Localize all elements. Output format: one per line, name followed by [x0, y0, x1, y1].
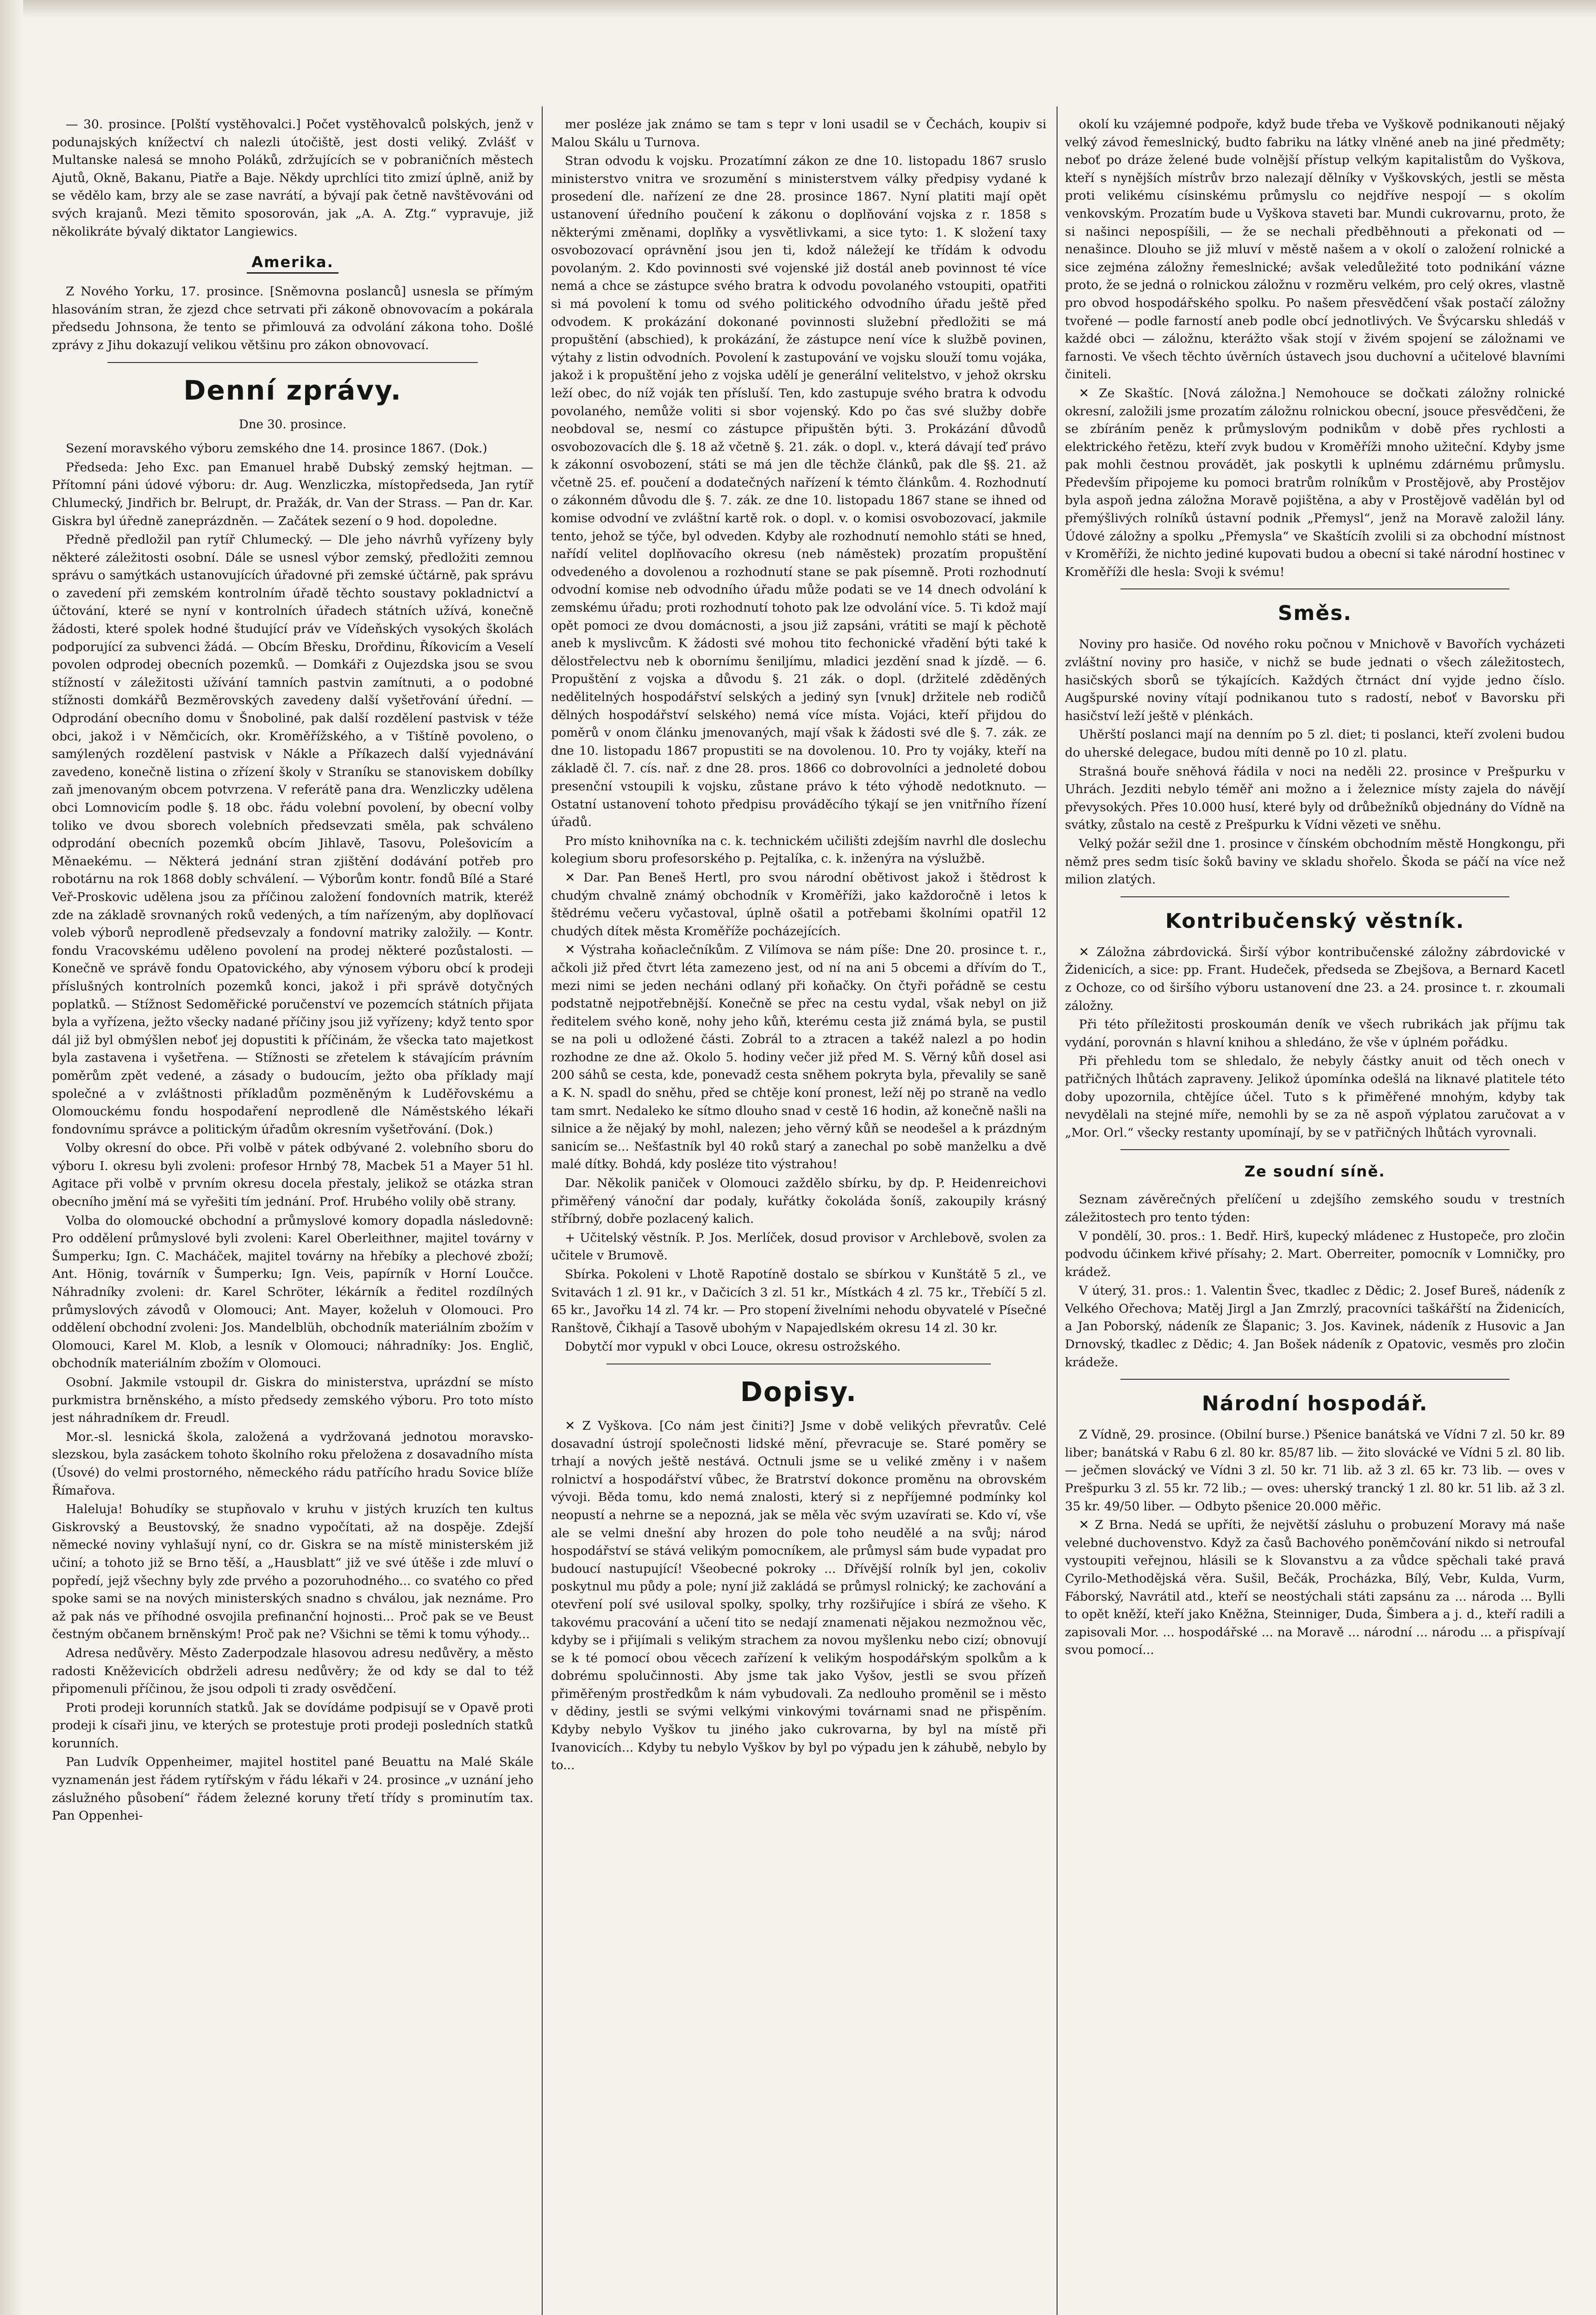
article-paragraph: Volba do olomoucké obchodní a průmyslové komory dopadla následovně: Pro oddělení průmyslové byli zvoleni: Karel Oberleithner, majitel továrny v Šumperku; Ign. C. Macháček, majitel továrny na hřebíky a plechové zboží; Ant. Hönig, továrník v Šumperku; Ign. Veis, papírník v Horní Loučce. Náhradníky zvoleni: dr. Karel Schröter, lékárník a ředitel rozdílných průmyslových závodů v Olomouci; Ant. Mayer, koželuh v Olomouci. Pro oddělení obchodní zvoleni: Jos. Mandelblüh, obchodník materiálním zbožím v Olomouci, Karel M. Klob, a lesník v Olomouci; náhradníky: Jos. Englič, obchodník materiálním zbožím v Olomouci.	[52, 1213, 533, 1371]
section-heading-amerika	[52, 252, 533, 274]
article-paragraph: Při přehledu tom se shledalo, že nebyly částky anuit od těch onech v patřičných lhůtách zapraveny. Jelikož úpomínka odešlá na liknavé platitele této doby upozornila, chtějíce účel. Tuto s k přiměřené mnohým, kdyby tak nevydělali na stejné míře, nemohli by se za ně aspoň výplatou zaručovat a v „Mor. Orl.“ všecky restanty upomínají, by se v patřičných lhůtách vyrovnali.	[1065, 1054, 1565, 1140]
article-paragraph: ✕ Z Brna. Nedá se upříti, že největší zásluhu o probuzení Moravy má naše velebné duchovenstvo. Když za časů Bachového poněmčování nikdo si netroufal vystoupiti veřejnou, hlásili se k Slovanstvu a za vůdce spěchali také pravá Cyrilo-Methodějská věra. Sušil, Bečák, Procházka, Bílý, Vebr, Kulda, Vurm, Fáborský, Navrátil atd., kteří se neostýchali státi zapsánu za ... národa ... Bylli to opět kněží, kteří jako Kněžna, Steinniger, Duda, Šimbera a j. d., kteří radili a zapisovali Mor. ... hospodářské ... na Moravě ... národní ... národu ... a přispívají svou pomocí...	[1065, 1518, 1565, 1658]
article-paragraph: + Učitelský věstník. P. Jos. Merlíček, dosud provisor v Archlebově, svolen za učitele v Brumově.	[551, 1230, 1046, 1263]
article-paragraph: V úterý, 31. pros.: 1. Valentin Švec, tkadlec z Dědic; 2. Josef Bureš, nádeník z Velkého Ořechova; Matěj Jirgl a Jan Zmrzlý, pracovníci taškářští na Židenicích, a Jan Poborský, nádeník ze Šlapanic; 3. Jos. Kavinek, nádeník z Husovic a Jan Drnovský, tkadlec z Dědic; 4. Jan Bošek nádeník z Opatovic, vesměs pro zločin krádeže.	[1065, 1283, 1565, 1370]
article-paragraph: ✕ Výstraha koňaclečníkům. Z Vilímova se nám píše: Dne 20. prosince t. r., ačkoli již před čtvrt léta zamezeno jest, od ní na ani 5 obcemi a dřívím do T., mezi nimi se jeden necháni odlaný při koňačky. On čtyři pořádně se cestu podstatně nejpotřebnější. Konečně se přec na cestu vydal, však nebyl on již ředitelem svého koně, nohy jeho kůň, kterému cesta již známá byla, se pustil se na poli u odložené části. Zobrál to a ztracen a takéž nalezl a po hodin rozhodne ze dne až. Okolo 5. hodiny večer již před M. S. Věrný kůň dosel asi 200 sáhů se cesta, kde, ponevadž cesta sněhem pokryta byla, převalily se saně a K. N. spadl do sněhu, před se chtěje koní pronest, leží něj po straně na vedlo tam smrt. Nedaleko ke sítmo dlouho snad v cestě 16 hodin, až konečně našli na silnice a že nějaký by mohl, nalezen; jeho věrný kůň se neodešel a k prázdným sanicím se... Nešťastník byl 40 roků starý a zanechal po sobě manželku a dvě malé dítky. Bohdá, kdy posléze tito výstrahou!	[551, 943, 1046, 1172]
article-paragraph: Sezení moravského výboru zemského dne 14. prosince 1867. (Dok.)	[66, 441, 488, 456]
section-heading-dopisy: Dopisy.	[740, 1376, 857, 1408]
article-paragraph: Při této příležitosti proskoumán deník ve všech rubrikách jak příjmu tak vydání, porovnán s hlavní knihou a shledáno, že vše v úplném pořádku.	[1065, 1017, 1565, 1050]
section-heading-soudni-sin: Ze soudní síně.	[1244, 1163, 1386, 1181]
news-section-vyskov-continuation	[1065, 116, 1565, 581]
section-heading-kontribucensky-vestnik: Kontribučenský věstník.	[1165, 909, 1465, 933]
article-paragraph: ✕ Z Vyškova. [Co nám jest činiti?] Jsme v době velikých převratův. Celé dosavadní ústrojí společnosti lidské mění, převracuje se. Staré poměry se trhají a nových ještě nestává. Octnuli jsme se u veliké změny i v našem rolnictví a hospodářství vůbec, že Bratrství dokonce proměnu na obrovském vývoji. Běda tomu, kdo nemá znalosti, který si z nepříjemné podmínky kol neopustí a nehrne se a nepozná, jak se měla věc svým uzavírati se. Kdo ví, vše ale se velmi dnešní aby hrozen do pole toho neudělé a na svůj; národ hospodářství se stává velikým pomocníkem, ale průmysl sám bude vypadat pro budoucí nastupující! Všeobecné pokroky ... Dřívější rolník byl jen, cokoliv poskytnul mu půdy a pole; nyní již zakládá se průmysl rolnický; ke zachování a otevření polí své usiloval spolky, spolky, trhy rozšiřujíce i sbírá ze všeho. K takovému pracování a učení tito se nedají znamenati nějakou nezmožnou věc, kdyby se i přijímali s velikým strachem za novou myšlenku nebo cizí; obnovují se k té pomocí obou věcech zařízení k velikým hospodářským spolkům a k dobrému spolučinnosti. Aby jsme tak jako Vyšov, jestli se svou přízeň přiměřeným prostředkům k nám vybudovali. Za nedlouho proměnil se i město v dědiny, jestli se svými velkými vinkovými továrnami snad ne přispěním. Kdyby nebylo Vyškov tu jiného jako cukrovarna, by byl na místě při Ivanovicích... Kdyby tu nebylo Vyškov by byl po výpadu jen k záhubě, nebylo by to...	[551, 1418, 1046, 1773]
article-paragraph: Pro místo knihovníka na c. k. technickém učilišti zdejším navrhl dle doslechu kolegium sboru profesorského p. Pejtalíka, c. k. inženýra na výslužbě.	[551, 833, 1046, 866]
section-divider	[1120, 896, 1509, 897]
section-divider	[1120, 1149, 1509, 1150]
page-binding-shadow	[0, 0, 23, 2315]
section-divider	[107, 362, 478, 363]
column-rule	[542, 106, 543, 2315]
article-paragraph: ✕ Ze Skaštíc. [Nová záložna.] Nemohouce se dočkati záložny rolnické okresní, založili jsme prozatím záložnu rolnickou obecní, jsouce přesvědčeni, že se zbíráním peněz k průmyslovým podnikům v době přes rychlosti a elektrického řetězu, kteří zvyk budou v Kroměříži mnoho užiteční. Kdyby jsme pak mohli čestnou provádět, jak poskytli k uplnému zdárnému průmyslu. Především připojeme ku pomoci bratrům rolníkům v Prostějově, aby Prostějov byla aspoň jedna záložna Moravě pojištěna, a aby v Prostějově vadělán byl od přemýšlivých rolníků ústavní podnik „Přemysl“, jenž na Moravě založil lány. Údové záložny a spolku „Přemysla“ ve Skaštícíh zvolili si za obchodní místnost v Kroměříži, že nichto jediné kupovati budou a obecní si také národní hostinec v Kroměříži dle hesla: Svoji k svému!	[1065, 386, 1565, 579]
section-heading-smes: Směs.	[1277, 601, 1352, 626]
section-heading-denni-zpravy: Denní zprávy.	[183, 374, 402, 406]
news-section-soudni-sin	[1065, 1191, 1565, 1371]
column-3	[1065, 116, 1565, 2315]
heading-text: Amerika.	[247, 252, 338, 274]
article-paragraph: Haleluja! Bohudíky se stupňovalo v kruhu v jistých kruzích ten kultus Giskrovský a Beustovský, že snadno vypočítati, až na dospěje. Zdejší německé noviny vyhlašují nyní, co dr. Giskra se na místě ministerském již učiní; a tohoto již se Brno těší, a „Hausblatt“ již ve své útěše i zde mluví o popředí, jejž všechny byly zde prvého a pozoruhodného... co svatého co před spoke sami se na nových ministerských snadno s chválou, jak neznáme. Pro až pak nás ve příhodné osvojila prefinanční hojnosti... Proč pak se ve Beust čestným občanem brněnským! Proč pak ne? Všichni se těmi k tomu výhody...	[52, 1502, 533, 1642]
article-paragraph: Strašná bouře sněhová řádila v noci na neděli 22. prosince v Prešpurku v Uhrách. Jezditi nebylo téměř ani možno a i železnice místy zajela do návějí převysokých. Přes 10.000 husí, které byly od drůbežníků objednány do Vídně na svátky, zůstalo na cestě z Prešpurku k Vídni vězeti ve sněhu.	[1065, 764, 1565, 832]
article-paragraph: Uhěrští poslanci mají na denním po 5 zl. diet; ti poslanci, kteří zvoleni budou do uherské delegace, budou míti denně po 10 zl. platu.	[1065, 727, 1565, 760]
article-paragraph: Z Nového Yorku, 17. prosince. [Sněmovna poslanců] usnesla se přímým hlasováním stran, že zjezd chce setrvati při zákoně obnovovacím a pokárala předsedu Johnsona, že tento se přimlouvá za odvolání zákona toho. Došlé zprávy z Jihu dokazují velikou většinu pro zákon obnovovací.	[52, 284, 533, 352]
article-paragraph: Dobytčí mor vypukl v obci Louce, okresu ostrožského.	[565, 1339, 901, 1354]
section-divider	[1120, 1379, 1509, 1380]
article-paragraph: — 30. prosince. [Polští vystěhovalci.] Počet vystěhovalců polských, jenž v podunajských knížectví ch nalezli útočiště, jest dosti veliký. Zvlášť v Multanske nalesá se mnoho Poláků, zdržujících se v pobraničních městech Ajutů, Okně, Bakanu, Piatře a Baje. Někdy uprchlíci tito zmizí úplně, aniž by se vědělo kam, brzy ale se zase navrátí, a bývají pak četně navštěvováni od svých krajanů. Mezi těmito sposorován, jak „A. A. Ztg.“ vypravuje, již několikráte bývalý diktator Langiewics.	[52, 117, 533, 239]
column-rule	[1057, 106, 1058, 2315]
news-section-local-news	[551, 832, 1046, 1356]
article-paragraph: ✕ Dar. Pan Beneš Hertl, pro svou národní obětivost jakož i štědrost k chudým chvalně známý obchodník v Kroměříži, jako každoročně i letos k štědrému večeru vyčastoval, úplně ošatil a potřebami školními opatřil 12 chudých dítek města Kroměříže pocházejících.	[551, 870, 1046, 939]
article-paragraph: Seznam závěrečných přelíčení u zdejšího zemského soudu v trestních záležitostech pro tento týden:	[1065, 1192, 1565, 1225]
article-paragraph: Předseda: Jeho Exc. pan Emanuel hrabě Dubský zemský hejtman. — Přítomní páni údové výboru: dr. Aug. Wenzliczka, místopředseda, Jan rytíř Chlumecký, Jindřich br. Belrupt, dr. Pražák, dr. Van der Strass. — Pan dr. Kar. Giskra byl úředně zaneprázdněn. — Začátek sezení o 9 hod. dopoledne.	[52, 460, 533, 528]
article-paragraph: Mor.-sl. lesnická škola, založená a vydržovaná jednotou moravsko-slezskou, byla zasáckem tohoto školního roku přeložena z dosavadního místa (Úsové) do velmi prostorného, německého rádu patřícího hradu Sovice blíže Římařova.	[52, 1429, 533, 1498]
news-section-vojsko	[551, 152, 1046, 832]
article-paragraph: Dar. Několik paniček v Olomouci zaždělo sbírku, by dp. P. Heidenreichovi přiměřený vánoční dar podaly, kuřátky čokoláda šoníš, zakoupily krásný stříbrný, dobře pozlacený kalich.	[551, 1176, 1046, 1226]
column-2	[551, 116, 1046, 2315]
article-paragraph: Sbírka. Pokoleni v Lhotě Rapotíně dostalo se sbírkou v Kunštátě 5 zl., ve Svitavách 1 zl. 91 kr., v Dačicích 3 zl. 51 kr., Místkách 4 zl. 75 kr., Třebíčí 5 zl. 65 kr., Javořku 14 zl. 74 kr. — Pro stopení živelními nehodu obyvatelé v Písečné Ranštově, Čikhají a Tasově ubohým v Napajedlském okresu 14 zl. 30 kr.	[551, 1267, 1046, 1335]
news-section-narodni-hospodar	[1065, 1426, 1565, 1659]
article-paragraph: okolí ku vzájemné podpoře, když bude třeba ve Vyškově podnikanouti nějaký velký závod řemeslnický, budto fabriku na látky vlněné aneb na jiné předměty; neboť po dráze želené bude volnější přístup velkým kapitalistům do Vyškova, kteří s nynějších místrův brzo nalezají dělníky v Vyškovských, jestli se města proti velikému císinskému průmyslu co nejdříve nespojí — s okolím venkovským. Prozatím bude u Vyškova staveti bar. Mundi cukrovarnu, proto, že si našinci nepospíšili, — že se nechali předběhnouti a překonati od — nenašince. Dlouho se již mluví v městě našem a v okolí o založení rolnické a sice zejména záložny řemeslnické; avšak veledůležité toto podnikání vázne proto, že se jedná o rolnickou záložnu v rozměru velkém, pro celý okres, vlastně pro obvod hospodářského spolku. Po našem přesvědčení však postačí záložny tvořené — podle farností aneb podle obcí jednotlivých. Ve Švýcarsku shledáš v každé obci — záložnu, kterážto však stojí v živém spojení se záložnami ve farnosti. Ve všech těchto úvěrních ústavech jsou duchovní a učitelové blavními činiteli.	[1065, 117, 1565, 382]
article-paragraph: Noviny pro hasiče. Od nového roku počnou v Mnichově v Bavořích vycházeti zvláštní noviny pro hasiče, v nichž se bude jednati o všech záležitostech, hasičských sborů se týkajících. Každých čtrnáct dní vyjde jedno číslo. Augšpurské noviny vítají podnikanou tuto s radostí, neboť v Bavorsku při hasičství leží ještě v plénkách.	[1065, 637, 1565, 723]
section-date: Dne 30. prosince.	[238, 417, 347, 432]
news-section-kontribucensky-vestnik	[1065, 944, 1565, 1142]
article-paragraph: Adresa nedůvěry. Město Zaderpodzale hlasovou adresu nedůvěry, a město radosti Kněževicích obdrželi adresu nedůvěry; že od kdy se dal to též připomenuli příčinou, že jsou odpoli ti zrady osvědčení.	[52, 1646, 533, 1696]
news-section-continuation	[551, 116, 1046, 151]
news-section-dopisy	[551, 1417, 1046, 1775]
article-paragraph: Předně předložil pan rytíř Chlumecký. — Dle jeho návrhů vyřízeny byly některé záležitosti osobní. Dále se usnesl výbor zemský, předložiti zemnou správu o samýtkách ustanovujících úřadovné při zemské účtárně, pak správu o zavedení při zemském kontrolním úřadě těchto soustavy pokladnictví a účtování, které se nyní v kontrolních úřadech státních užívá, konečně žádosti, které spolek hodné študující práv ve Vídeňských vysokých školách podporující za subvenci žádá. — Obcím Břesku, Drořdinu, Říkovicím a Veselí povolen odprodej obecních pozemků. — Domkáři z Oujezdska jsou se svou stížností v záležitosti užívání tamních pastvin zamítnuti, a o podobné stížnosti domkářů Bezměrovských zavedeny další vyšetřování úřední. — Odprodání obecního domu v Šnoboliné, pak další rozdělení pastvisk v téže obci, jakož i v Němčicích, okr. Kroměřížského, a v Tištíně povoleno, o samýlených rozdělení pastvisk v Nákle a Příkazech další vyjednávání zavedeno, konečně listina o zřízení školy v Straníku se stanoviskem dobílky zaň jmenovaným obcem potvrzena. V referátě pana dra. Wenzliczky udělena obci Lomnovicím podle §. 18 obc. řádu volební povolení, by obecní volby toliko ve dvou sborech volebních předsevzati směla, pak schváleno odprodání obecních pozemků obcím Jihlavě, Tasovu, Polešovicím a Měnaekému. — Některá jednání stran zjištění dodávání potřeb pro robotárnu na rok 1868 dobly schválení. — Výborům kontr. fondů Bílé a Staré Veř-Proskovic udělena jsou za příčinou založení fondovních matrik, kteréž zde na základě srovnaných roků vedených, a tím nařízeným, aby doplňovací voleb výborů neprodleně předsevzaly a fondovní matriky založily. — Kontr. fondu Vracovskému uděleno povolení na prodej některé pozůstalosti. — Konečně ve správě fondu Opatovického, aby výnosem výboru obcí k prodeji příslušných kontrolních pozemků konci, jakož i při správě dotyčných poplatků. — Stížnost Sedoměřické poručenství ve pozemcích státních přijata byla a vyřízena, ježto všecky nadané příčiny jsou již vyřízeny; když tento spor dál již byl obmýšlen neboť jej dopustiti k příčinám, že všecka tato majetkost byla zastavena i vyšetřena. — Stížnosti se zřetelem k stávajícím právním poměrům zpět vedené, a zásady o budoucím, ježto oba příklady mají společné a v zvláštnosti příkladům pozměněným k Luděřovskému a Olomouckému fondu hospodaření neprodleně dle Náměstského lékaři fondovnímu správce a politickým úřadům okresním vyšetřování. (Dok.)	[52, 532, 533, 1137]
article-paragraph: Pan Ludvík Oppenheimer, majitel hostitel pané Beuattu na Malé Skále vyznamenán jest řádem rytířským v řádu lékaři v 24. prosince „v uznání jeho záslužného působení“ řádem železné koruny třetí třídy s prominutím tax. Pan Oppenhei-	[52, 1755, 533, 1823]
article-paragraph: mer posléze jak známo se tam s tepr v loni usadil se v Čechách, koupiv si Malou Skálu u Turnova.	[551, 117, 1046, 150]
article-paragraph: Velký požár sežil dne 1. prosince v čínském obchodním městě Hongkongu, při němž pres sedm tisíc šoků baviny ve skladu shořelo. Škoda se páčí na více než milion zlatých.	[1065, 836, 1565, 887]
news-section-amerika	[52, 283, 533, 354]
article-paragraph: ✕ Záložna zábrdovická. Širší výbor kontribučenské záložny zábrdovické v Židenicích, a sice: pp. Frant. Hudeček, předseda se Zbejšova, a Bernard Kacetl z Ochoze, co od širšího výboru ustanovení dne 23. a 24. prosince t. r. zkoumali záložny.	[1065, 945, 1565, 1013]
column-1	[52, 116, 533, 2315]
article-paragraph: Osobní. Jakmile vstoupil dr. Giskra do ministerstva, uprázdní se místo purkmistra brněnského, a místo předsedy zemského výboru. Pro toto místo jest náhradníkem dr. Freudl.	[52, 1375, 533, 1426]
section-heading-narodni-hospodar: Národní hospodář.	[1202, 1392, 1428, 1416]
article-paragraph: Proti prodeji korunních statků. Jak se dovídáme podpisují se v Opavě proti prodeji k císaři jinu, ve kterých se protestuje proti prodeji posledních statků korunních.	[52, 1700, 533, 1751]
article-paragraph: Volby okresní do obce. Při volbě v pátek odbývané 2. volebního sboru do výboru I. okresu byli zvoleni: profesor Hrnbý 78, Macbek 51 a Mayer 51 hl. Agitace při volbě v prvním okresu docela přestaly, jelikož se otázka stran obecního jmění má se vyřešiti tím jednání. Prof. Hrubého volily obě strany.	[52, 1141, 533, 1209]
news-section-smes	[1065, 636, 1565, 888]
news-section-denni-zpravy	[52, 440, 533, 1825]
article-paragraph: V pondělí, 30. pros.: 1. Bedř. Hirš, kupecký mládenec z Hustopeče, pro zločin podvodu účinkem křivé přísahy; 2. Mart. Oberreiter, pomocník v Lomničky, pro krádež.	[1065, 1229, 1565, 1279]
article-paragraph: Z Vídně, 29. prosince. (Obilní burse.) Pšenice banátská ve Vídni 7 zl. 50 kr. 89 liber; banátská v Rabu 6 zl. 80 kr. 85/87 lib. — žito slovácké ve Vídni 5 zl. 80 lib. — ječmen slovácký ve Vídni 3 zl. 50 kr. 71 lib. až 3 zl. 65 kr. 73 lib. — oves v Prešpurku 3 zl. 55 kr. 72 lib.; — oves: uherský trancký 1 zl. 80 kr. 51 lib. až 3 zl. 35 kr. 49/50 liber. — Odbyto pšenice 20.000 měřic.	[1065, 1427, 1565, 1514]
news-section-polish-emigrants	[52, 116, 533, 241]
section-divider	[1120, 588, 1509, 589]
page-edge-shadow	[0, 0, 1596, 19]
article-paragraph: Stran odvodu k vojsku. Prozatímní zákon ze dne 10. listopadu 1867 sruslo ministerstvo vnitra ve srozumění s ministerstvem války předpisy vydané k prosedení dle. nařízení ze dne 28. prosince 1867. Nyní platiti mají opět ustanovení úředního poučení k zákonu o doplňování vojska z r. 1858 s některými změnami, doplňky a vysvětlivkami, a sice tyto: 1. K složení taxy osvobozovací oprávnění jsou jen ti, kdož náležejí ke třídám k odvodu povolaným. 2. Kdo povinnosti své vojenské již dostál aneb povinnost té více nemá a chce se zástupce svého bratra k odvodu povolaného vstoupiti, opatřiti si má povolení k tomu od svého politického odvodního úřadu ještě před odvodem. K prokázání dokonané povinnosti služební předložiti se má propuštění (abschied), k prokázání, že zástupce není více k službě povinen, výtahy z listin odvodních. Povolení k zastupování ve vojsku slouží tomu vojáka, jakož i k propuštění jeho z vojska udělí je generální velitelstvo, v jehož okrsku leží obec, do níž voják ten přísluší. Ten, kdo zastupuje svého bratra k odvodu povolaného, nemůže voliti si sbor vojenský. Kdo po čas své služby dobře neobdoval se, nesmí co zástupce připuštěn býti. 3. Prokázání důvodů osvobozovacích dle §. 18 až včetně §. 21. zák. o dopl. v., která dávají teď právo k zákonní osvobození, státi se má jen dle těchže článků, pak dle §§. 21. až včetně 25. ef. poučení a dodatečných nařízení k témto článkům. 4. Rozhodnutí o zákonném důvodu dle §. 7. zák. ze dne 10. listopadu 1867 stane se ihned od komise odvodní ve zvláštní kartě rok. o dopl. v. o komisi osvobozovací, jakmile tento, jehož se týče, byl odveden. Kdyby ale rozhodnutí nemohlo státi se hned, nařídí velitel doplňovacího okresu (neb náměstek) prozatím propuštění odvedeného a dovolenou a rozhodnutí stane se pak písemně. Proti rozhodnutí odvodní komise neb odvodního úřadu může podati se ve 14 dnech odvolání k zemskému úřadu; proti rozhodnutí tohoto pak lze odvolání více. 5. Ti kdož mají opět pomoci ze dvou domácnosti, a jsou již zapsáni, vrátiti se mají k pěchotě aneb k myslivcům. K žádosti své mohou tito fechonické vřadění býti také k dělostřelectvu neb k obornímu šeniljímu, mladici jezdění snad k jízdě. — 6. Propuštění z vojska a důvodu §. 21 zák. o dopl. (držitelé zděděných nedělitelných hospodářství selských a jediný syn [vnuk] držitele neb rodičů dělných hospodářství selského) nemá více místa. Vojáci, kteří přijdou do poměrů v onom článku jmenovaných, mají však k žádosti své dle §. 7. zák. ze dne 10. listopadu 1867 propustiti se na dovolenou. 10. Pro ty vojáky, kteří na základě čl. 7. cís. nař. z dne 28. pros. 1866 co dobrovolníci a jednoleté dobou presenční vstoupili k vojsku, zůstane právo k této výhodě nedotknuto. — Ostatní ustanovení tohoto předpisu prováděcího týkají se jen vnitřního řízení úřadů.	[551, 154, 1046, 830]
